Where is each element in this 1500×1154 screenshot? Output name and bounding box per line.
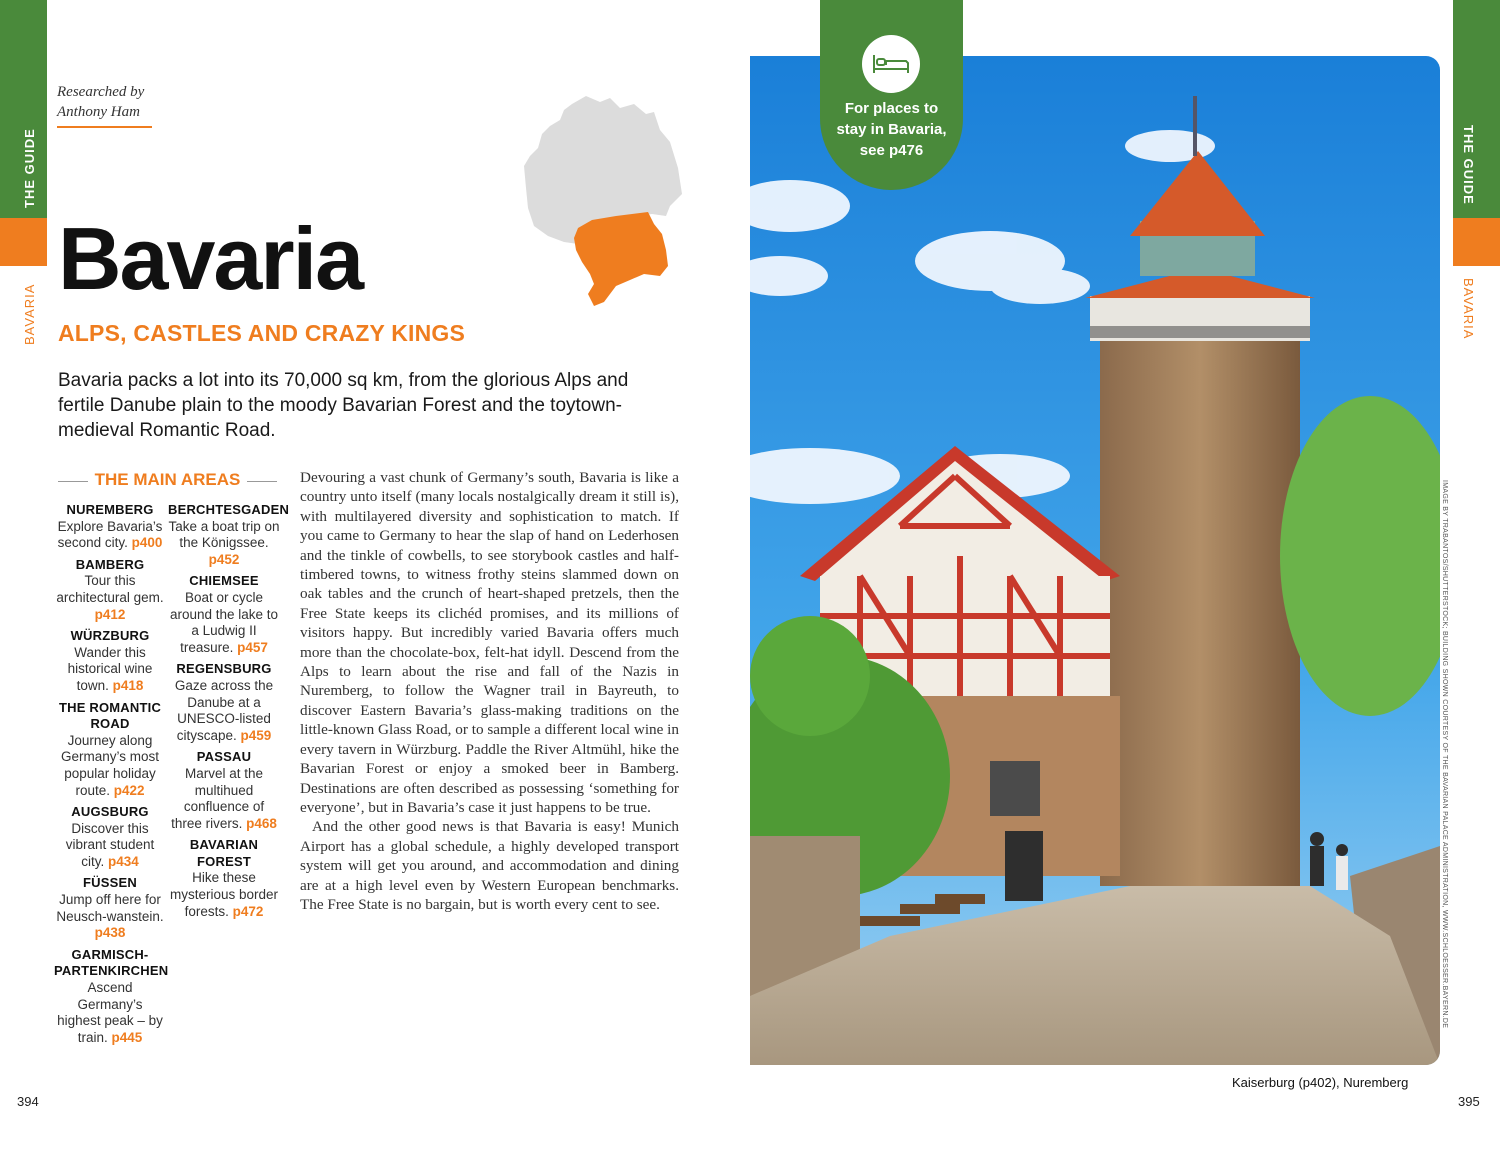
area-page-link[interactable]: p434 bbox=[107, 853, 139, 869]
area-page-link[interactable]: p400 bbox=[131, 535, 163, 551]
main-areas-column-1 bbox=[54, 502, 169, 1051]
area-name: PASSAU bbox=[196, 749, 252, 765]
area-name: FÜSSEN bbox=[83, 875, 137, 891]
kaiserburg-photo bbox=[750, 56, 1440, 1065]
area-name: REGENSBURG bbox=[176, 661, 272, 677]
author-rule bbox=[57, 126, 152, 128]
body-paragraph-1: Devouring a vast chunk of Germany’s south, Bavaria is like a country unto itself (many locals nostalgically dream it still is), with multilayered diversity and sophistication to match. If you came to Germany to hear the slap of hand on Lederhosen and the tinkle of cowbells, to see storybook castles and half-timbered towns, to witness frothy steins slammed down on oak tables and the crunch of heart-shaped pretzels, then the Free State keeps its clichéd promises, and its millions of visitors happy. But incredibly varied Bavaria offers much more than the chocolate-box, felt-hat idyll. Descend from the Alps to learn about the rise and fall of the Nazis in Nuremberg, to follow the Wagner trail in Bayreuth, to discover Eastern Bavaria’s glass-making traditions on the little-known Glass Road, or to sample a different local wine in every tavern in Würzburg. Paddle the River Altmühl, hike the Bavarian Forest or enjoy a smoked beer in Bamberg. Destinations are often described as possessing ‘something for everyone’, but in Bavaria’s case it just happens to be true. bbox=[300, 469, 679, 816]
area-desc: Explore Bavaria’s second city. bbox=[57, 518, 163, 551]
body-text bbox=[300, 468, 679, 914]
places-to-stay-text: For places to stay in Bavaria, see p476 bbox=[836, 100, 947, 159]
area-name: BAMBERG bbox=[75, 556, 145, 572]
bed-icon bbox=[862, 35, 920, 93]
area-desc: Jump off here for Neusch-wanstein. bbox=[56, 892, 164, 924]
area-page-link[interactable]: p412 bbox=[94, 606, 126, 622]
area-name: BERCHTESGADEN bbox=[168, 502, 290, 517]
region-tab-bar bbox=[1453, 218, 1500, 266]
area-page-link[interactable]: p452 bbox=[208, 551, 240, 567]
area-page-link[interactable]: p438 bbox=[94, 925, 126, 941]
area-name: CHIEMSEE bbox=[189, 573, 259, 589]
left-region-label: BAVARIA bbox=[22, 283, 37, 345]
area-item-romantic-road bbox=[54, 700, 166, 800]
area-desc: Discover this vibrant student city. bbox=[65, 820, 155, 869]
area-item-bamberg bbox=[54, 557, 166, 623]
right-guide-label: THE GUIDE bbox=[1461, 125, 1476, 205]
area-item-wurzburg bbox=[54, 628, 166, 694]
area-page-link[interactable]: p457 bbox=[237, 639, 268, 655]
author-credit bbox=[57, 82, 144, 122]
area-page-link[interactable]: p472 bbox=[232, 903, 264, 919]
area-page-link[interactable]: p422 bbox=[113, 782, 145, 798]
area-item-regensburg bbox=[168, 661, 280, 744]
area-page-link[interactable]: p468 bbox=[246, 815, 277, 831]
author-name: Anthony Ham bbox=[57, 104, 140, 120]
area-page-link[interactable]: p418 bbox=[112, 677, 144, 693]
photo-credit bbox=[1440, 480, 1456, 1050]
area-item-chiemsee bbox=[168, 573, 280, 656]
area-item-berchtesgaden bbox=[168, 502, 290, 568]
area-desc: Ascend Germany’s highest peak – by train. bbox=[57, 980, 163, 1045]
area-name: AUGSBURG bbox=[71, 804, 149, 820]
area-desc: Take a boat trip on the Königssee. bbox=[168, 518, 280, 551]
page-subtitle: ALPS, CASTLES AND CRAZY KINGS bbox=[58, 320, 466, 346]
area-desc: Wander this historical wine town. bbox=[67, 644, 153, 693]
main-areas-column-2 bbox=[168, 502, 290, 925]
photo-credit-text: IMAGE BY TRABANTOS/SHUTTERSTOCK; BUILDING SHOWN COURTESY OF THE BAVARIAN PALACE ADMINISTRATION, WWW.SCHLOESSER.BAYERN.DE bbox=[1441, 480, 1448, 1029]
area-item-passau bbox=[168, 749, 280, 832]
area-item-nuremberg bbox=[54, 502, 166, 552]
area-item-bavarian-forest bbox=[168, 837, 280, 920]
area-desc: Marvel at the multihued confluence of three rivers. bbox=[171, 765, 265, 831]
page-number-right: 395 bbox=[1458, 1094, 1480, 1109]
germany-locator-map bbox=[520, 90, 690, 310]
area-item-fussen bbox=[54, 875, 166, 941]
area-name: THE ROMANTIC ROAD bbox=[58, 699, 162, 732]
intro-paragraph: Bavaria packs a lot into its 70,000 sq km, from the glorious Alps and fertile Danube plain to the moody Bavarian Forest and the toytown-medieval Romantic Road. bbox=[58, 370, 629, 441]
area-page-link[interactable]: p459 bbox=[240, 727, 272, 743]
area-desc: Hike these mysterious border forests. bbox=[169, 870, 279, 919]
author-credit-label: Researched by bbox=[57, 84, 145, 100]
bavaria-highlight bbox=[574, 212, 668, 306]
region-tab-bar bbox=[0, 218, 47, 266]
area-item-augsburg bbox=[54, 804, 166, 870]
area-desc: Journey along Germany’s most popular holiday route. bbox=[60, 732, 160, 798]
area-desc: Gaze across the Danube at a UNESCO-listed cityscape. bbox=[174, 677, 274, 743]
area-name: BAVARIAN FOREST bbox=[189, 837, 259, 869]
area-name: NUREMBERG bbox=[66, 502, 154, 517]
main-areas-heading: THE MAIN AREAS bbox=[58, 470, 277, 490]
photo-illustration bbox=[750, 56, 1440, 1065]
places-to-stay-callout[interactable] bbox=[820, 0, 963, 190]
area-name: WÜRZBURG bbox=[70, 628, 150, 644]
area-desc: Tour this architectural gem. bbox=[56, 573, 164, 605]
area-name: GARMISCH-PARTENKIRCHEN bbox=[54, 946, 169, 979]
photo-caption: Kaiserburg (p402), Nuremberg bbox=[1232, 1075, 1409, 1090]
area-desc: Boat or cycle around the lake to a Ludwig II treasure. bbox=[169, 589, 279, 655]
area-page-link[interactable]: p445 bbox=[111, 1029, 143, 1045]
left-guide-label: THE GUIDE bbox=[22, 128, 37, 208]
body-paragraph-2: And the other good news is that Bavaria is easy! Munich Airport has a global schedule, a highly developed transport system will get you around, and accommodation and dining are at a high level even by Western European benchmarks. The Free State is no bargain, but is worth every cent to see. bbox=[300, 818, 679, 913]
right-region-label: BAVARIA bbox=[1461, 278, 1476, 340]
page-number-left: 394 bbox=[17, 1094, 39, 1109]
area-item-garmisch bbox=[54, 946, 169, 1047]
page-title: Bavaria bbox=[58, 209, 363, 308]
